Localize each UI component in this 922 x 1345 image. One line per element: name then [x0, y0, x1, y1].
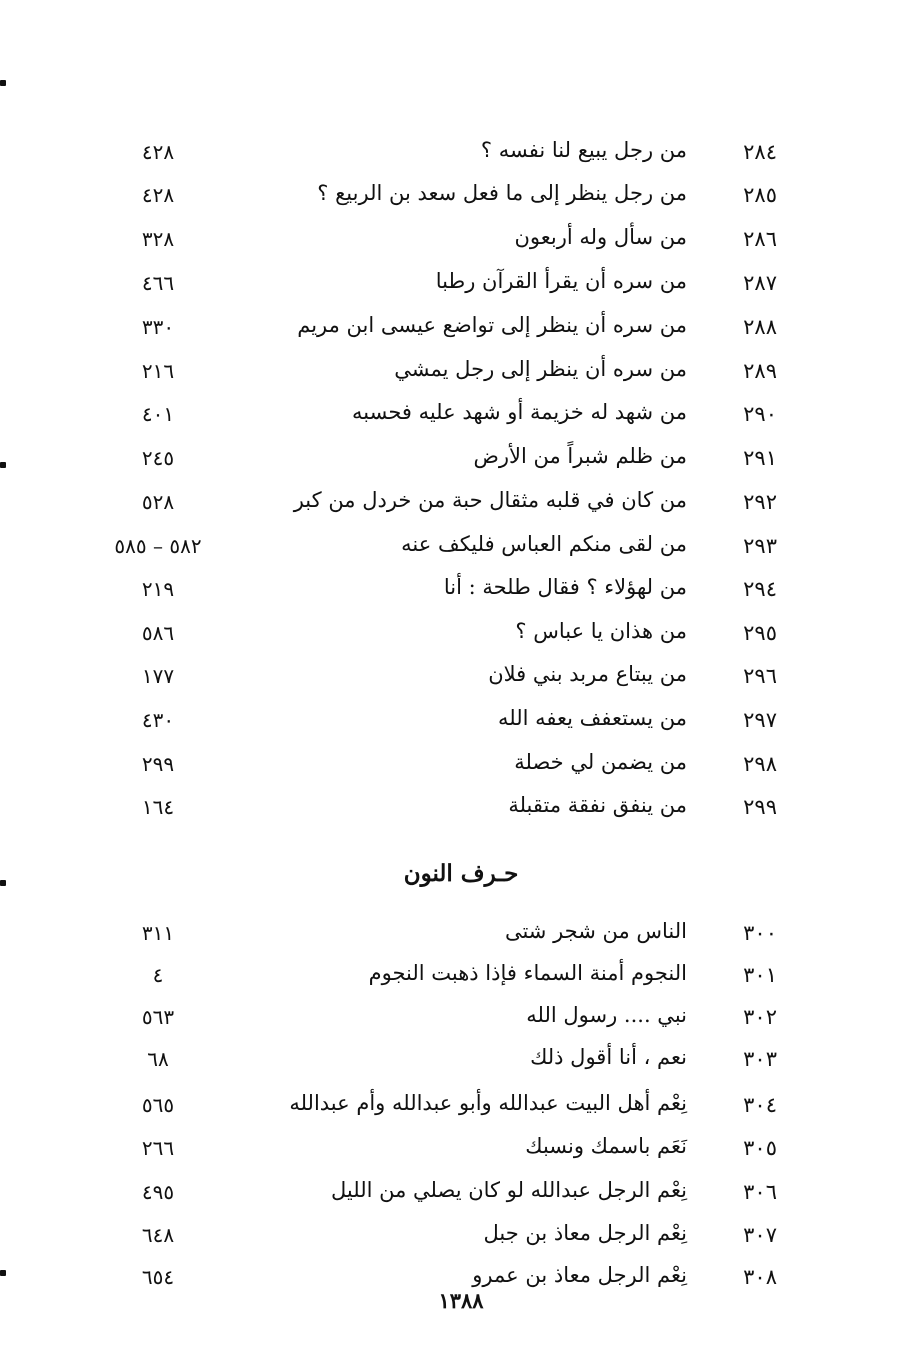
entry-text: نِعْم الرجل عبدالله لو كان يصلي من الليل	[331, 1178, 687, 1202]
index-row	[0, 1174, 922, 1210]
entry-number: ٢٨٩	[743, 359, 777, 383]
entry-number: ٣٠٣	[743, 1047, 777, 1071]
index-row	[0, 134, 922, 170]
index-row	[0, 615, 922, 651]
index-row	[0, 528, 922, 564]
entry-number: ٢٨٧	[743, 271, 777, 295]
entry-number: ٢٩٣	[743, 534, 777, 558]
index-row	[0, 1217, 922, 1253]
entry-text: من رجل ينظر إلى ما فعل سعد بن الربيع ؟	[317, 181, 687, 205]
entry-text: نِعْم الرجل معاذ بن عمرو	[472, 1263, 687, 1287]
entry-number: ٢٩١	[743, 446, 777, 470]
entry-text: من يضمن لي خصلة	[514, 750, 687, 774]
entry-text: نعم ، أنا أقول ذلك	[530, 1045, 687, 1069]
entry-text: من يبتاع مربد بني فلان	[488, 662, 687, 686]
entry-text: نَعَم باسمك ونسبك	[525, 1134, 687, 1158]
index-row	[0, 177, 922, 213]
entry-text: الناس من شجر شتى	[504, 919, 687, 943]
entry-text: نِعْم الرجل معاذ بن جبل	[483, 1221, 687, 1245]
entry-number: ٢٩٢	[743, 490, 777, 514]
entry-text: من كان في قلبه مثقال حبة من خردل من كبر	[293, 488, 687, 512]
entry-page: ٤٦٦	[141, 271, 175, 295]
index-row	[0, 265, 922, 301]
entry-page: ٤٩٥	[141, 1180, 175, 1204]
index-row	[0, 1087, 922, 1123]
entry-number: ٣٠٤	[743, 1093, 777, 1117]
entry-page: ١٦٤	[141, 795, 175, 819]
entry-page: ٢٤٥	[141, 446, 175, 470]
index-row	[0, 571, 922, 607]
entry-text: من رجل يبيع لنا نفسه ؟	[480, 138, 687, 162]
index-row	[0, 353, 922, 389]
entry-page: ٤	[152, 963, 164, 987]
entry-page: ٢١٩	[141, 577, 175, 601]
entry-text: من ظلم شبراً من الأرض	[473, 444, 687, 468]
index-row	[0, 1130, 922, 1166]
entry-page: ٤٢٨	[141, 183, 175, 207]
index-row	[0, 702, 922, 738]
entry-number: ٣٠٨	[743, 1265, 777, 1289]
entry-text: من سره أن ينظر إلى تواضع عيسى ابن مريم	[297, 313, 687, 337]
page-number: ١٣٨٨	[438, 1288, 484, 1313]
entry-number: ٢٩٩	[743, 795, 777, 819]
index-row	[0, 221, 922, 257]
entry-page: ٥٢٨	[141, 490, 175, 514]
index-row	[0, 440, 922, 476]
entry-number: ٣٠٧	[743, 1223, 777, 1247]
entry-number: ٣٠٠	[743, 921, 777, 945]
entry-text: من شهد له خزيمة أو شهد عليه فحسبه	[351, 400, 687, 424]
entry-page: ٥٦٣	[141, 1005, 175, 1029]
entry-text: من سأل وله أربعون	[514, 225, 687, 249]
entry-text: من لهؤلاء ؟ فقال طلحة : أنا	[443, 575, 687, 599]
entry-page: ٦٨	[147, 1047, 169, 1071]
entry-page: ٣١١	[141, 921, 175, 945]
entry-page: ٥٨٢ – ٥٨٥	[114, 534, 202, 558]
entry-number: ٢٩٥	[743, 621, 777, 645]
section-heading: حـرف النون	[403, 860, 519, 887]
index-row	[0, 484, 922, 520]
entry-page: ٢٦٦	[141, 1136, 175, 1160]
index-row	[0, 1041, 922, 1077]
entry-number: ٢٨٦	[743, 227, 777, 251]
scan-mark	[0, 80, 6, 86]
entry-number: ٢٩٤	[743, 577, 777, 601]
index-row	[0, 957, 922, 993]
entry-text: من سره أن يقرأ القرآن رطبا	[435, 269, 687, 293]
entry-number: ٢٩٧	[743, 708, 777, 732]
entry-number: ٢٨٤	[743, 140, 777, 164]
entry-text: النجوم أمنة السماء فإذا ذهبت النجوم	[368, 961, 687, 985]
entry-page: ٥٨٦	[141, 621, 175, 645]
index-row	[0, 309, 922, 345]
entry-text: نبي .... رسول الله	[526, 1003, 687, 1027]
entry-text: من يستعفف يعفه الله	[498, 706, 687, 730]
entry-number: ٣٠٥	[743, 1136, 777, 1160]
entry-text: من لقى منكم العباس فليكف عنه	[401, 532, 687, 556]
entry-number: ٢٨٨	[743, 315, 777, 339]
entry-page: ١٧٧	[141, 664, 175, 688]
entry-number: ٣٠٢	[743, 1005, 777, 1029]
entry-number: ٣٠١	[743, 963, 777, 987]
entry-page: ٤٣٠	[141, 708, 175, 732]
index-row	[0, 915, 922, 951]
entry-page: ٢٩٩	[141, 752, 175, 776]
entry-text: من سره أن ينظر إلى رجل يمشي	[394, 357, 687, 381]
index-row	[0, 789, 922, 825]
entry-number: ٢٩٠	[743, 402, 777, 426]
entry-page: ٢١٦	[141, 359, 175, 383]
entry-number: ٣٠٦	[743, 1180, 777, 1204]
entry-page: ٥٦٥	[141, 1093, 175, 1117]
index-row	[0, 658, 922, 694]
entry-page: ٤٢٨	[141, 140, 175, 164]
entry-text: من هذان يا عباس ؟	[515, 619, 687, 643]
entry-text: من ينفق نفقة متقبلة	[508, 793, 687, 817]
entry-number: ٢٩٦	[743, 664, 777, 688]
entry-page: ٦٤٨	[141, 1223, 175, 1247]
entry-page: ٦٥٤	[141, 1265, 175, 1289]
index-row	[0, 999, 922, 1035]
index-row	[0, 746, 922, 782]
index-row	[0, 396, 922, 432]
entry-number: ٢٩٨	[743, 752, 777, 776]
entry-page: ٣٢٨	[141, 227, 175, 251]
entry-number: ٢٨٥	[743, 183, 777, 207]
entry-text: نِعْم أهل البيت عبدالله وأبو عبدالله وأم عبدالله	[289, 1091, 687, 1115]
entry-page: ٣٣٠	[141, 315, 175, 339]
entry-page: ٤٠١	[141, 402, 175, 426]
